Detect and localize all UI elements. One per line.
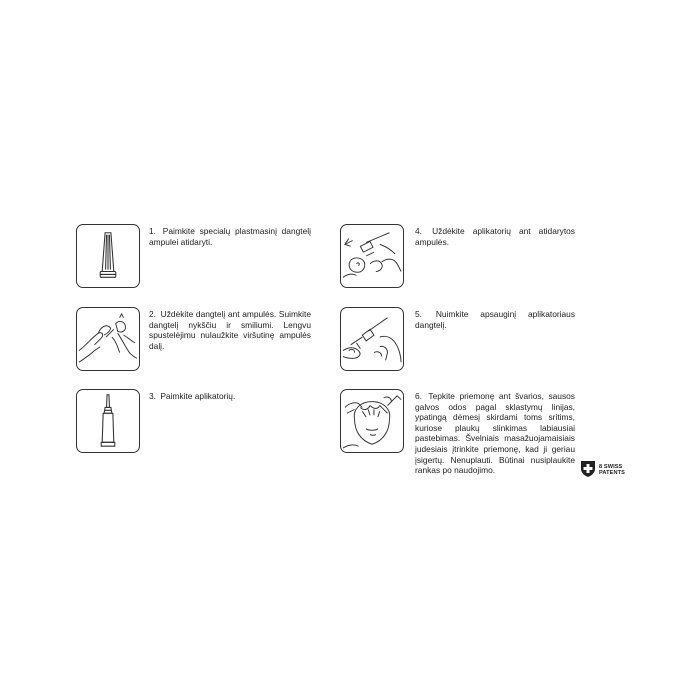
badge-line-1: 8 SWISS	[599, 464, 623, 470]
step-6	[340, 389, 580, 476]
step-4-number: 4.	[415, 226, 422, 236]
ampoule-cap-icon	[76, 224, 140, 288]
step-3-number: 3.	[149, 391, 156, 401]
step-1-number: 1.	[149, 226, 156, 236]
hands-removing-cap-icon	[340, 307, 404, 371]
step-2-number: 2.	[149, 309, 156, 319]
hands-attaching-applicator-icon	[340, 224, 404, 288]
head-applying-treatment-icon	[340, 389, 404, 453]
step-1	[76, 224, 316, 290]
step-4-text	[415, 226, 575, 247]
step-4-description: Uždėkite aplikatorių ant atidarytos ampulės.	[415, 226, 575, 247]
step-5	[340, 307, 580, 373]
step-2-description: Uždėkite dangtelį ant ampulės. Suimkite dangtelį nykščiu ir smiliumi. Lengvu spustelėjimu nulaužkite viršutinę ampulės dalį.	[149, 309, 312, 351]
step-1-description: Paimkite specialų plastmasinį dangtelį ampulei atidaryti.	[149, 226, 311, 247]
swiss-patents-badge	[580, 460, 640, 480]
badge-text	[599, 464, 625, 477]
applicator-icon	[76, 389, 140, 453]
swiss-cross-shield-icon	[580, 460, 596, 478]
step-2	[76, 307, 316, 373]
step-6-description: Tepkite priemonę ant švarios, sausos galvos odos pagal sklastymų linijas, ypatingą dėmesį skirdami toms sritims, kuriose plaukų slinkimas labiausiai pastebimas. Švelniais masažuojamaisiais judesiais įtrinkite priemonę, kad ji geriau įsigertų. Nenuplauti. Būtinai nusiplaukite rankas po naudojimo.	[415, 391, 575, 476]
step-3	[76, 389, 316, 455]
step-3-description: Paimkite aplikatorių.	[160, 391, 236, 401]
step-5-number: 5.	[415, 309, 422, 319]
step-5-text	[415, 309, 575, 330]
step-6-text	[415, 391, 575, 476]
step-6-number: 6.	[415, 391, 422, 401]
step-2-text	[149, 309, 311, 351]
step-1-text	[149, 226, 311, 247]
step-5-description: Nuimkite apsauginį aplikatoriaus dangtelį.	[415, 309, 576, 330]
step-3-text	[149, 391, 311, 402]
badge-line-2: PATENTS	[599, 470, 625, 477]
step-4	[340, 224, 580, 290]
hands-breaking-ampoule-icon	[76, 307, 140, 371]
